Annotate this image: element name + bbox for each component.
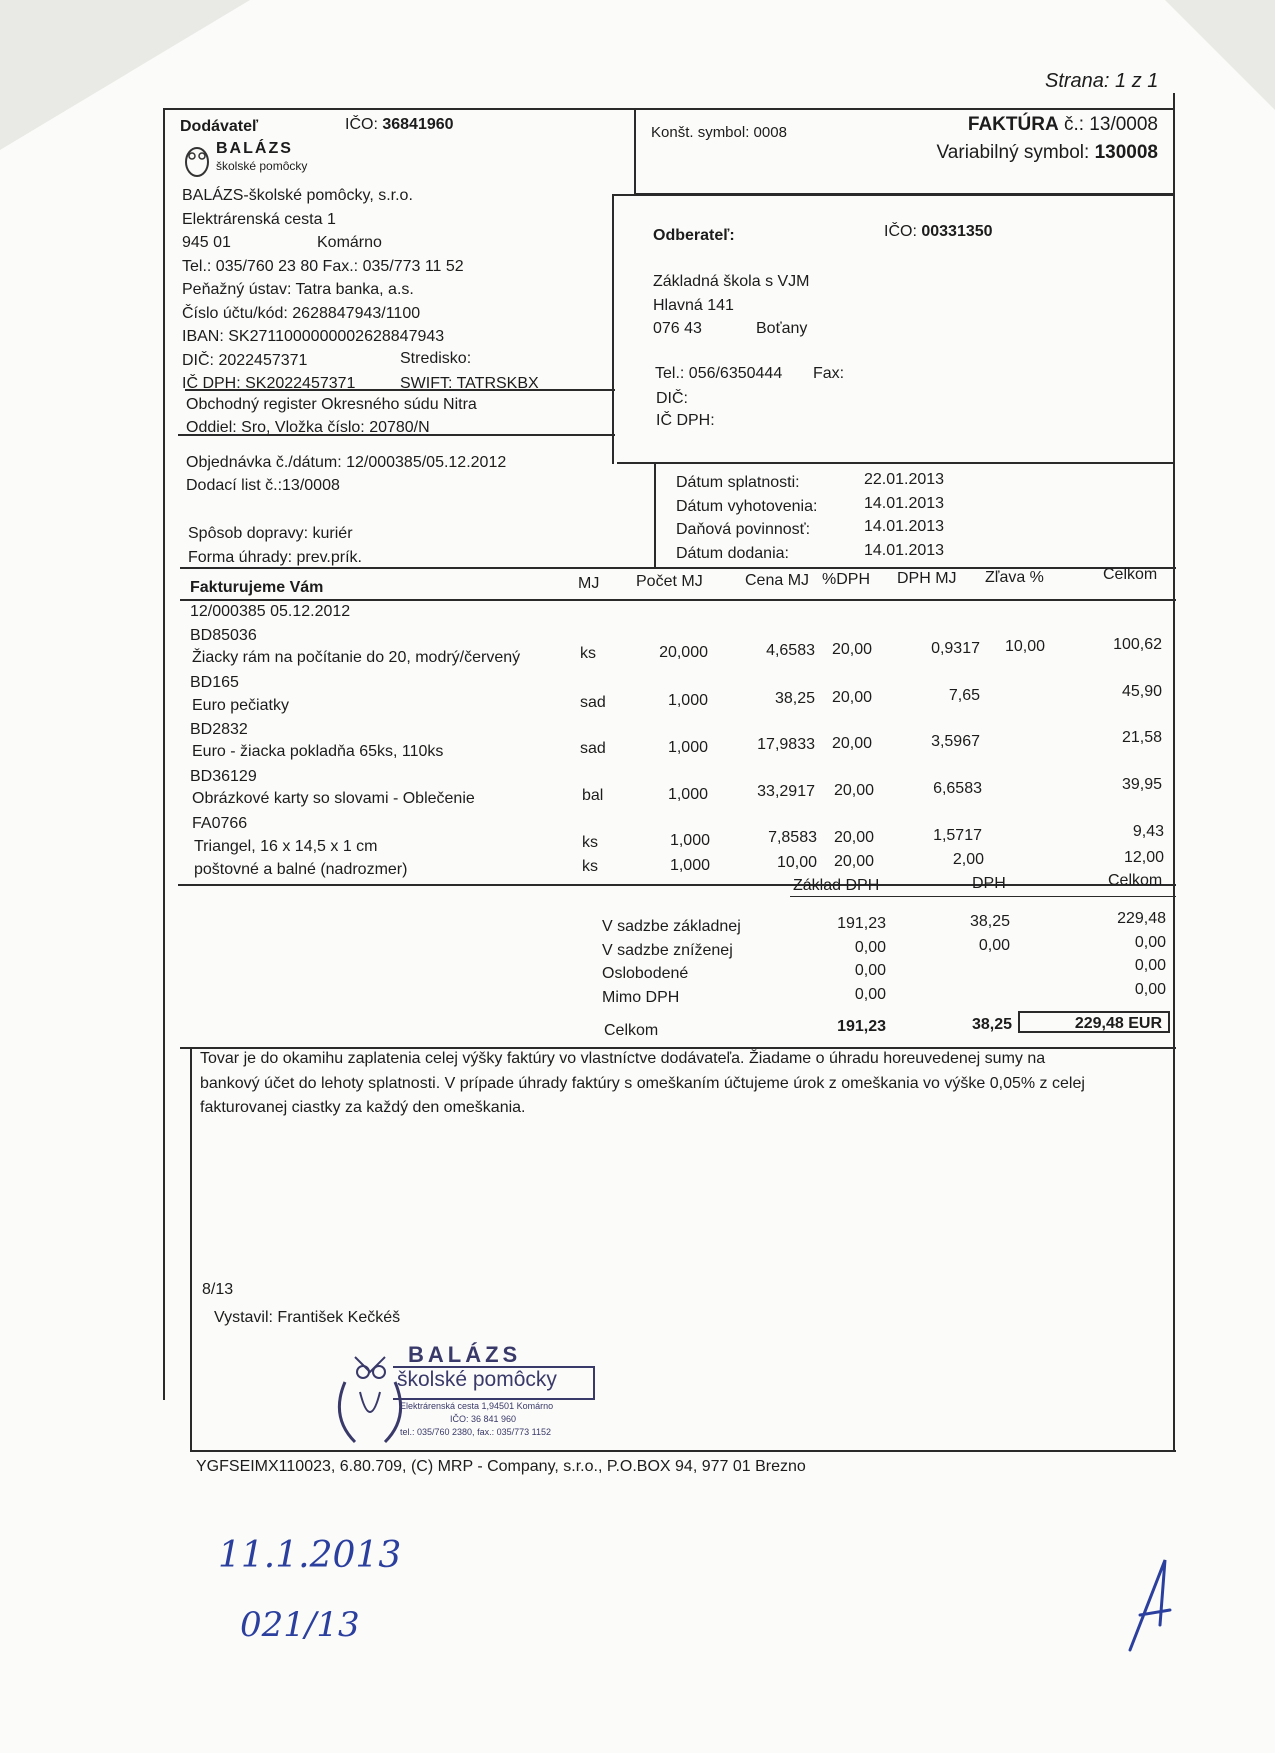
supplier-line: IČ DPH: SK2022457371 SWIFT: TATRSKBX bbox=[182, 375, 539, 392]
item-name: Obrázkové karty so slovami - Oblečenie bbox=[192, 790, 475, 807]
item-vat-mj: 2,00 bbox=[952, 851, 984, 868]
supplier-label: Dodávateľ bbox=[180, 118, 259, 135]
dates-divider bbox=[654, 462, 656, 568]
summary-header-underline bbox=[790, 896, 1176, 897]
col-total: Celkom bbox=[1103, 566, 1158, 583]
items-header-underline bbox=[180, 599, 1176, 601]
item-vat-mj: 7,65 bbox=[948, 687, 980, 704]
supplier-logo-name: BALÁZS bbox=[216, 140, 293, 157]
item-vat: 20,00 bbox=[834, 782, 875, 799]
item-name: Triangel, 16 x 14,5 x 1 cm bbox=[194, 838, 378, 855]
item-price: 33,2917 bbox=[757, 783, 815, 800]
supplier-line: IBAN: SK2711000000002628847943 bbox=[182, 328, 445, 345]
folded-corner-right bbox=[1165, 0, 1275, 110]
handwritten-number: 021/13 bbox=[240, 1605, 360, 1645]
item-mj: ks bbox=[582, 858, 598, 875]
summary-header-base: Základ DPH bbox=[793, 877, 880, 894]
handwritten-date: 11.1.2013 bbox=[218, 1535, 402, 1576]
item-vat-mj: 1,5717 bbox=[933, 827, 982, 844]
invoice-number: FAKTÚRA č.: 13/0008 bbox=[967, 114, 1158, 135]
supplier-logo bbox=[180, 140, 310, 180]
item-vat-mj: 3,5967 bbox=[931, 733, 980, 750]
item-qty: 1,000 bbox=[667, 692, 708, 709]
item-vat: 20,00 bbox=[832, 641, 873, 658]
summary-header-total: Celkom bbox=[1108, 872, 1163, 889]
customer-fax: Fax: bbox=[813, 365, 845, 382]
item-mj: ks bbox=[580, 645, 596, 662]
item-total: 39,95 bbox=[1121, 776, 1162, 793]
supplier-line: Elektrárenská cesta 1 bbox=[182, 210, 336, 228]
customer-box-top bbox=[612, 194, 1174, 196]
item-price: 4,6583 bbox=[766, 642, 815, 659]
stamp-address: Elektrárenská cesta 1,94501 Komárno IČO: 36 841 960 tel.: 035/760 2380, fax.: 035/773 1152 bbox=[400, 1401, 554, 1437]
handwritten-initial-icon bbox=[1120, 1555, 1180, 1655]
supplier-line: DIČ: 2022457371 Stredisko: bbox=[182, 350, 472, 369]
item-price: 7,8583 bbox=[768, 829, 817, 846]
item-code: BD36129 bbox=[190, 768, 257, 785]
stamp-name: BALÁZS bbox=[408, 1342, 522, 1367]
customer-tel: Tel.: 056/6350444 bbox=[655, 365, 783, 382]
col-discount: Zľava % bbox=[985, 569, 1044, 586]
item-vat: 20,00 bbox=[834, 829, 875, 846]
summary-total-vat: 38,25 bbox=[971, 1016, 1012, 1033]
supplier-line: Číslo účtu/kód: 2628847943/1100 bbox=[182, 304, 421, 322]
summary-header-vat: DPH bbox=[972, 875, 1006, 892]
supplier-ico: IČO: 36841960 bbox=[345, 116, 454, 133]
item-vat: 20,00 bbox=[832, 689, 873, 706]
supplier-logo-sub: školské pomôcky bbox=[216, 159, 308, 173]
header-divider bbox=[634, 108, 636, 194]
item-total: 45,90 bbox=[1121, 683, 1162, 700]
supplier-line: 945 01 Komárno bbox=[182, 234, 382, 251]
summary-vat-values: 38,25 0,00 bbox=[969, 913, 1010, 954]
transport-method: Spôsob dopravy: kuriér bbox=[188, 525, 353, 542]
supplier-register: Obchodný register Okresného súdu Nitra Oddiel: Sro, Vložka číslo: 20780/N bbox=[186, 396, 477, 436]
dates-labels: Dátum splatnosti: Dátum vyhotovenia: Daňová povinnosť: Dátum dodania: bbox=[676, 474, 818, 562]
frame-top bbox=[163, 108, 1175, 110]
reference-number: 8/13 bbox=[202, 1281, 234, 1298]
items-header-title: Fakturujeme Vám bbox=[190, 579, 324, 596]
item-vat-mj: 0,9317 bbox=[931, 640, 980, 657]
owl-logo-icon bbox=[180, 142, 214, 178]
item-name: poštovné a balné (nadrozmer) bbox=[194, 861, 408, 878]
item-code: BD2832 bbox=[190, 721, 248, 738]
item-total: 21,58 bbox=[1121, 729, 1162, 746]
supplier-line: Peňažný ústav: Tatra banka, a.s. bbox=[182, 281, 414, 298]
item-price: 10,00 bbox=[776, 854, 817, 871]
item-code: FA0766 bbox=[192, 815, 248, 832]
item-qty: 1,000 bbox=[669, 832, 710, 849]
software-footer: YGFSEIMX110023, 6.80.709, (C) MRP - Company, s.r.o., P.O.BOX 94, 977 01 Brezno bbox=[196, 1458, 806, 1475]
item-name: Žiacky rám na počítanie do 20, modrý/červený bbox=[192, 649, 521, 666]
item-code: BD165 bbox=[190, 674, 239, 691]
item-mj: sad bbox=[580, 694, 606, 711]
item-price: 17,9833 bbox=[757, 736, 815, 753]
frame-right bbox=[1173, 93, 1175, 1450]
customer-dic: DIČ: bbox=[656, 390, 688, 407]
frame-left-lower bbox=[190, 1047, 192, 1451]
order-info: Objednávka č./dátum: 12/000385/05.12.2012 Dodací list č.:13/0008 bbox=[186, 454, 507, 494]
item-vat: 20,00 bbox=[834, 853, 875, 870]
payment-method: Forma úhrady: prev.prík. bbox=[188, 549, 362, 566]
item-name: Euro - žiacka pokladňa 65ks, 110ks bbox=[192, 743, 444, 760]
customer-label: Odberateľ: bbox=[653, 227, 735, 244]
order-reference: 12/000385 05.12.2012 bbox=[190, 603, 351, 620]
item-qty: 20,000 bbox=[659, 644, 708, 661]
item-mj: ks bbox=[582, 834, 598, 851]
customer-icdph: IČ DPH: bbox=[656, 412, 715, 429]
supplier-line: Tel.: 035/760 23 80 Fax.: 035/773 11 52 bbox=[182, 257, 464, 275]
item-mj: sad bbox=[580, 740, 606, 757]
item-total: 12,00 bbox=[1123, 849, 1164, 866]
variable-symbol: Variabilný symbol: 130008 bbox=[936, 142, 1158, 163]
stamp-sub: školské pomôcky bbox=[397, 1368, 557, 1391]
item-discount: 10,00 bbox=[1005, 638, 1046, 655]
page-number: Strana: 1 z 1 bbox=[1045, 70, 1159, 92]
ownership-note: Tovar je do okamihu zaplatenia celej výšky faktúry vo vlastníctve dodávateľa. Žiadame o úhradu horeuvedenej sumy na bankový účet do lehoty splatnosti. V prípade úhrady faktúry s omeškaním účtujeme úrok z omeškania vo výške 0,05% z celej fakturovanej ciastky za každý den omeškania. bbox=[200, 1050, 1085, 1116]
dates-values: 22.01.2013 14.01.2013 14.01.2013 14.01.2013 bbox=[864, 471, 945, 559]
item-qty: 1,000 bbox=[667, 739, 708, 756]
summary-base-values: 191,23 0,00 0,00 0,00 bbox=[837, 915, 886, 1003]
customer-ico: IČO: 00331350 bbox=[884, 223, 993, 240]
summary-total-base: 191,23 bbox=[837, 1018, 886, 1035]
item-qty: 1,000 bbox=[667, 786, 708, 803]
supplier-address bbox=[182, 184, 539, 396]
col-mj: MJ bbox=[578, 575, 600, 592]
col-vat: %DPH bbox=[822, 571, 871, 588]
summary-total-label: Celkom bbox=[604, 1022, 659, 1039]
item-mj: bal bbox=[582, 787, 604, 804]
item-qty: 1,000 bbox=[669, 857, 710, 874]
item-price: 38,25 bbox=[774, 690, 815, 707]
item-name: Euro pečiatky bbox=[192, 697, 289, 714]
frame-left bbox=[163, 108, 165, 1400]
company-stamp bbox=[325, 1342, 605, 1452]
issued-by: Vystavil: František Kečkéš bbox=[214, 1309, 401, 1326]
customer-box-bottom bbox=[617, 462, 1175, 464]
items-bottom-line bbox=[178, 884, 1176, 886]
item-vat-mj: 6,6583 bbox=[933, 780, 982, 797]
customer-box-left bbox=[612, 194, 614, 464]
summary-total-values: 229,48 0,00 0,00 0,00 bbox=[1117, 910, 1166, 998]
item-total: 9,43 bbox=[1132, 823, 1164, 840]
item-vat: 20,00 bbox=[832, 735, 873, 752]
item-total: 100,62 bbox=[1113, 636, 1162, 653]
item-code: BD85036 bbox=[190, 627, 257, 644]
summary-labels: V sadzbe základnej V sadzbe zníženej Oslobodené Mimo DPH bbox=[602, 918, 741, 1006]
supplier-line: BALÁZS-školské pomôcky, s.r.o. bbox=[182, 187, 413, 204]
customer-address: Základná škola s VJM Hlavná 141 076 43 Boťany bbox=[653, 273, 810, 337]
col-qty: Počet MJ bbox=[636, 573, 703, 590]
constant-symbol: Konšt. symbol: 0008 bbox=[651, 124, 787, 141]
col-price: Cena MJ bbox=[745, 572, 810, 589]
grand-total-box: 229,48 EUR bbox=[1018, 1011, 1170, 1033]
col-vat-mj: DPH MJ bbox=[897, 570, 957, 587]
